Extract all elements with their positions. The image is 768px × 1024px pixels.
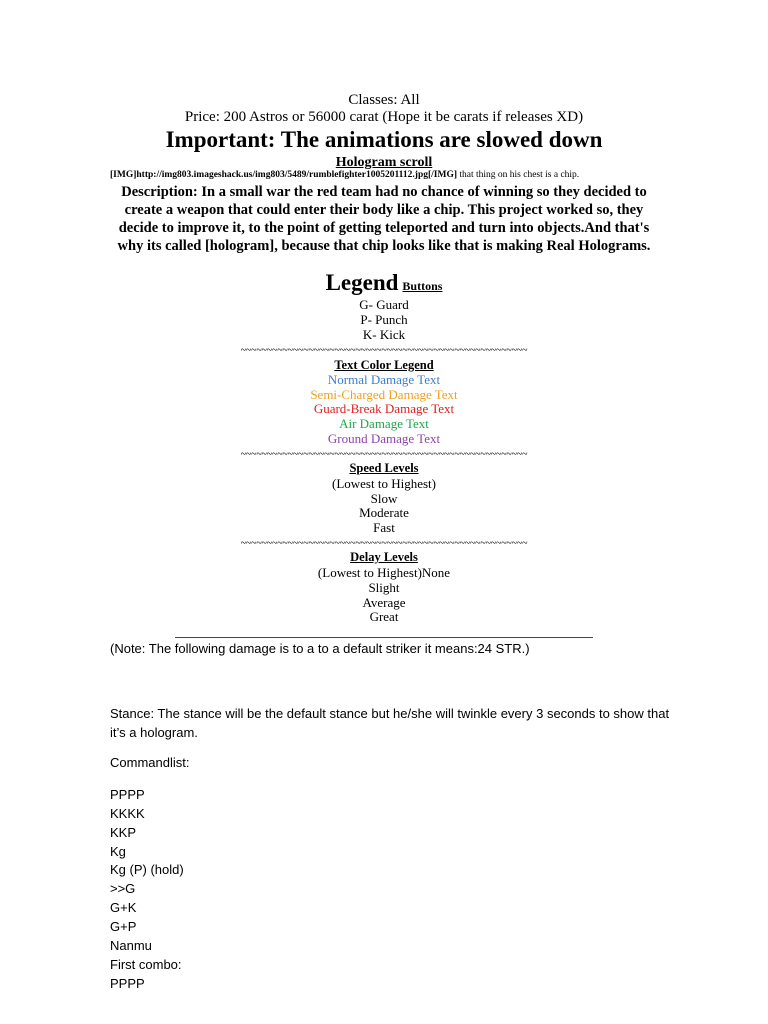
delay-levels-subtitle: (Lowest to Highest)None [317, 565, 451, 580]
important-heading: Important: The animations are slowed down [165, 127, 603, 152]
speed-level-item: Slow [370, 491, 398, 506]
damage-note: (Note: The following damage is to a to a default striker it means:24 STR.) [110, 641, 530, 656]
horizontal-rule [175, 637, 593, 638]
legend-button-guard: G- Guard [359, 297, 409, 312]
command-item: Kg [110, 844, 126, 859]
description-paragraph: Description: In a small war the red team had no chance of winning so they decided to create a weapon that could enter their body like a chip. This project worked so, they decide to improve it, to the point of getting teleported and turn into objects.And that's why its called [hologram], because that chip looks like that is making Real Holograms. [117, 184, 651, 254]
text-color-legend-title: Text Color Legend [334, 358, 434, 372]
command-item: KKKK [110, 806, 145, 821]
speed-levels-title: Speed Levels [349, 461, 419, 475]
normal-damage-label: Normal Damage Text [327, 372, 441, 387]
speed-levels-subtitle: (Lowest to Highest) [332, 476, 436, 491]
legend-buttons-label: Buttons [402, 279, 443, 293]
image-note: that thing on his chest is a chip. [457, 170, 580, 180]
guard-break-damage-label: Guard-Break Damage Text [313, 401, 455, 416]
command-item: KKP [110, 825, 137, 840]
legend-button-punch: P- Punch [360, 312, 408, 327]
delay-levels-title: Delay Levels [350, 550, 418, 564]
command-item: >>G [110, 881, 136, 896]
delay-level-item: Great [369, 609, 399, 624]
speed-level-item: Moderate [359, 505, 409, 520]
price-line: Price: 200 Astros or 56000 carat (Hope it be carats if releases XD) [184, 109, 584, 125]
classes-line: Classes: All [348, 92, 420, 108]
command-item: G+P [110, 919, 137, 934]
stance-paragraph: Stance: The stance will be the default stance but he/she will twinkle every 3 seconds to show that it’s a hologram. [110, 706, 670, 740]
command-item: G+K [110, 900, 137, 915]
semi-charged-damage-label: Semi-Charged Damage Text [310, 387, 458, 402]
speed-level-item: Fast [373, 520, 395, 535]
separator: ~~~~~~~~~~~~~~~~~~~~~~~~~~~~~~~~~~~~~~~~~~~~~~~~~~~~~~~ [240, 345, 528, 356]
separator: ~~~~~~~~~~~~~~~~~~~~~~~~~~~~~~~~~~~~~~~~~~~~~~~~~~~~~~~ [240, 449, 528, 460]
commandlist-label: Commandlist: [110, 755, 190, 770]
separator: ~~~~~~~~~~~~~~~~~~~~~~~~~~~~~~~~~~~~~~~~~~~~~~~~~~~~~~~ [240, 538, 528, 549]
command-item: Kg (P) (hold) [110, 862, 184, 877]
legend-title: Legend [325, 270, 399, 295]
image-code: [IMG]http://img803.imageshack.us/img803/5489/rumblefighter1005201112.jpg[/IMG] [110, 170, 458, 180]
image-code-line [110, 170, 579, 181]
command-item: PPPP [110, 787, 145, 802]
ground-damage-label: Ground Damage Text [327, 431, 441, 446]
delay-level-item: Slight [368, 580, 400, 595]
legend-heading [0, 270, 768, 296]
legend-button-kick: K- Kick [362, 327, 406, 342]
item-title: Hologram scroll [335, 155, 433, 170]
delay-level-item: Average [362, 595, 406, 610]
command-item: Nanmu [110, 938, 152, 953]
air-damage-label: Air Damage Text [339, 416, 429, 431]
combo-label: First combo: [110, 957, 182, 972]
command-item: PPPP [110, 976, 145, 991]
